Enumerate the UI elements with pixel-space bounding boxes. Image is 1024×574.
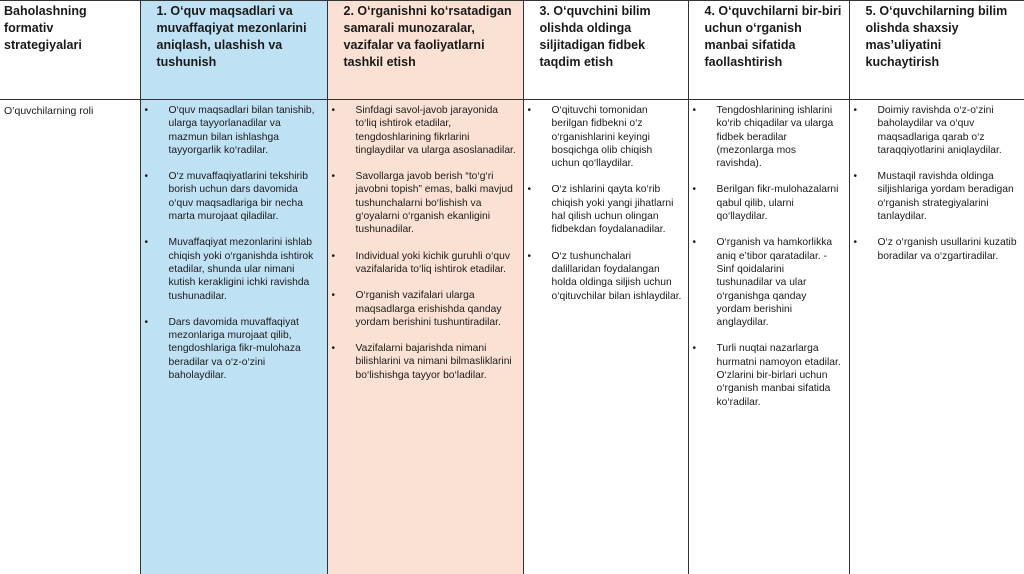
row-label: O’quvchilarning roli — [4, 105, 94, 117]
bullet-icon: • — [144, 171, 149, 183]
list-item — [528, 104, 682, 170]
bullet-icon: • — [144, 237, 149, 249]
list-item-text: Mustaqil ravishda oldinga siljishlariga yordam beradigan o‘rganish strategiyalarini tanlaydilar. — [877, 171, 1014, 223]
list-item-text: Dars davomida muvaffaqiyat mezonlariga murojaat qilib, tengdoshlariga fikr-mulohaza beradilar va o‘z-o‘zini baholaydilar. — [168, 316, 301, 382]
column-1-list — [141, 100, 327, 382]
bullet-icon: • — [331, 290, 336, 302]
column-3-cell — [523, 100, 688, 574]
header-cell-1 — [140, 1, 327, 100]
column-5-cell — [849, 100, 1024, 574]
list-item-text: Individual yoki kichik guruhli o‘quv vazifalarida to‘liq ishtirok etadilar. — [355, 250, 511, 275]
column-3-list — [524, 100, 688, 303]
header-5-label: 5. O‘quvchilarning bilim olishda shaxsiy mas’uliyatini kuchaytirish — [865, 4, 1008, 69]
list-item — [332, 289, 517, 329]
list-item-text: O‘rganish va hamkorlikka aniq e’tibor qaratadilar. - Sinf qoidalarini tushunadilar va ular o‘rganishga qanday yordam berishini anglaydilar. — [716, 237, 833, 329]
header-strategies-label: Baholashning formativ strategiyalari — [4, 4, 87, 52]
list-item — [145, 170, 321, 223]
bullet-icon: • — [527, 105, 532, 116]
column-5-list — [850, 100, 1024, 263]
header-cell-4 — [688, 1, 849, 100]
list-item — [693, 104, 843, 170]
bullet-icon: • — [331, 171, 336, 183]
list-item — [332, 342, 517, 382]
list-item — [145, 104, 321, 157]
list-item-text: Savollarga javob berish “to‘g‘ri javobni topish” emas, balki mavjud tushunchalarni bo‘lishish va g‘oyalarni o‘rganish ekanligini tushunadilar. — [355, 171, 513, 236]
list-item-text: Vazifalarni bajarishda nimani bilishlarini va nimani bilmasliklarini bo‘lishishga tayyor bo‘ladilar. — [355, 343, 512, 381]
list-item — [145, 316, 321, 382]
list-item — [854, 236, 1019, 263]
list-item — [854, 170, 1019, 223]
bullet-icon: • — [692, 237, 697, 249]
list-item — [693, 183, 843, 223]
list-item-text: O‘z ishlarini qayta ko‘rib chiqish yoki yangi jihatlarni hal qilish uchun olingan fidbekdan foydalanadilar. — [551, 184, 674, 236]
column-1-cell — [140, 100, 327, 574]
bullet-icon: • — [527, 250, 532, 262]
column-2-list — [328, 100, 523, 382]
bullet-icon: • — [331, 343, 336, 355]
column-4-list — [689, 100, 849, 409]
row-label-cell — [0, 100, 140, 574]
bullet-icon: • — [853, 171, 858, 183]
list-item — [332, 250, 517, 277]
list-item-text: O‘quv maqsadlari bilan tanishib, ularga tayyorlanadilar va mazmun bilan ishlashga tayyorgarlik ko‘radilar. — [168, 105, 315, 156]
list-item-text: O‘z muvaffaqiyatlarini tekshirib borish uchun dars davomida o‘quv maqsadlariga bir necha marta murojaat qiladilar. — [168, 171, 308, 223]
list-item-text: Muvaffaqiyat mezonlarini ishlab chiqish yoki o‘rganishda ishtirok etadilar, shunda ular nimani kutish kerakligini ichki ravishda tushunadilar. — [168, 237, 314, 302]
list-item-text: O‘z tushunchalari dalillaridan foydalangan holda oldinga siljish uchun o‘qituvchilar bilan ishlaydilar. — [551, 250, 682, 302]
bullet-icon: • — [692, 343, 697, 355]
list-item-text: O‘qituvchi tomonidan berilgan fidbekni o‘z o‘rganishlarini keyingi bosqichga olib chiqish uchun qo‘llaydilar. — [551, 105, 653, 170]
list-item — [693, 342, 843, 408]
list-item-text: Berilgan fikr-mulohazalarni qabul qilib, ularni qo‘llaydilar. — [716, 184, 839, 223]
header-3-label: 3. O‘quvchini bilim olishda oldinga siljitadigan fidbek taqdim etish — [539, 4, 651, 69]
bullet-icon: • — [692, 105, 697, 116]
header-cell-2 — [327, 1, 523, 100]
list-item — [332, 104, 517, 157]
list-item — [145, 236, 321, 302]
list-item — [332, 170, 517, 236]
header-2-label: 2. O‘rganishni ko‘rsatadigan samarali munozaralar, vazifalar va faoliyatlarni tashkil etish — [343, 4, 512, 69]
column-2-cell — [327, 100, 523, 574]
list-item-text: O‘z o‘rganish usullarini kuzatib boradilar va o‘zgartiradilar. — [877, 237, 1017, 262]
header-cell-strategies — [0, 1, 140, 100]
bullet-icon: • — [527, 184, 532, 196]
list-item — [693, 236, 843, 329]
list-item-text: Tengdoshlarining ishlarini ko‘rib chiqadilar va ularga fidbek beradilar (mezonlarga mos ravishda). — [716, 105, 834, 170]
list-item-text: Doimiy ravishda o‘z-o‘zini baholaydilar va o‘quv maqsadlariga qarab o‘z taraqqiyotlarini aniqlaydilar. — [877, 105, 1002, 156]
list-item — [528, 183, 682, 236]
bullet-icon: • — [853, 105, 858, 116]
header-4-label: 4. O‘quvchilarni bir-biri uchun o‘rganish manbai sifatida faollashtirish — [704, 4, 842, 69]
list-item — [854, 104, 1019, 157]
list-item-text: Turli nuqtai nazarlarga hurmatni namoyon etadilar. O‘zlarini bir-birlari uchun o‘rganish manbai sifatida ko‘radilar. — [716, 343, 841, 408]
bullet-icon: • — [853, 237, 858, 249]
bullet-icon: • — [144, 316, 149, 328]
role-row — [0, 100, 1024, 574]
header-1-label: 1. O‘quv maqsadlari va muvaffaqiyat mezonlarini aniqlash, ulashish va tushunish — [156, 4, 307, 69]
header-cell-5 — [849, 1, 1024, 100]
list-item-text: O‘rganish vazifalari ularga maqsadlarga erishishda qanday yordam berishini tushuntiradilar. — [355, 290, 502, 328]
list-item — [528, 250, 682, 303]
header-row — [0, 1, 1024, 100]
list-item-text: Sinfdagi savol-javob jarayonida to‘liq ishtirok etadilar, tengdoshlarining fikrlarini tinglaydilar va ularga asoslanadilar. — [355, 105, 516, 156]
bullet-icon: • — [144, 105, 149, 116]
column-4-cell — [688, 100, 849, 574]
header-cell-3 — [523, 1, 688, 100]
bullet-icon: • — [692, 184, 697, 196]
bullet-icon: • — [331, 250, 336, 262]
bullet-icon: • — [331, 105, 336, 116]
